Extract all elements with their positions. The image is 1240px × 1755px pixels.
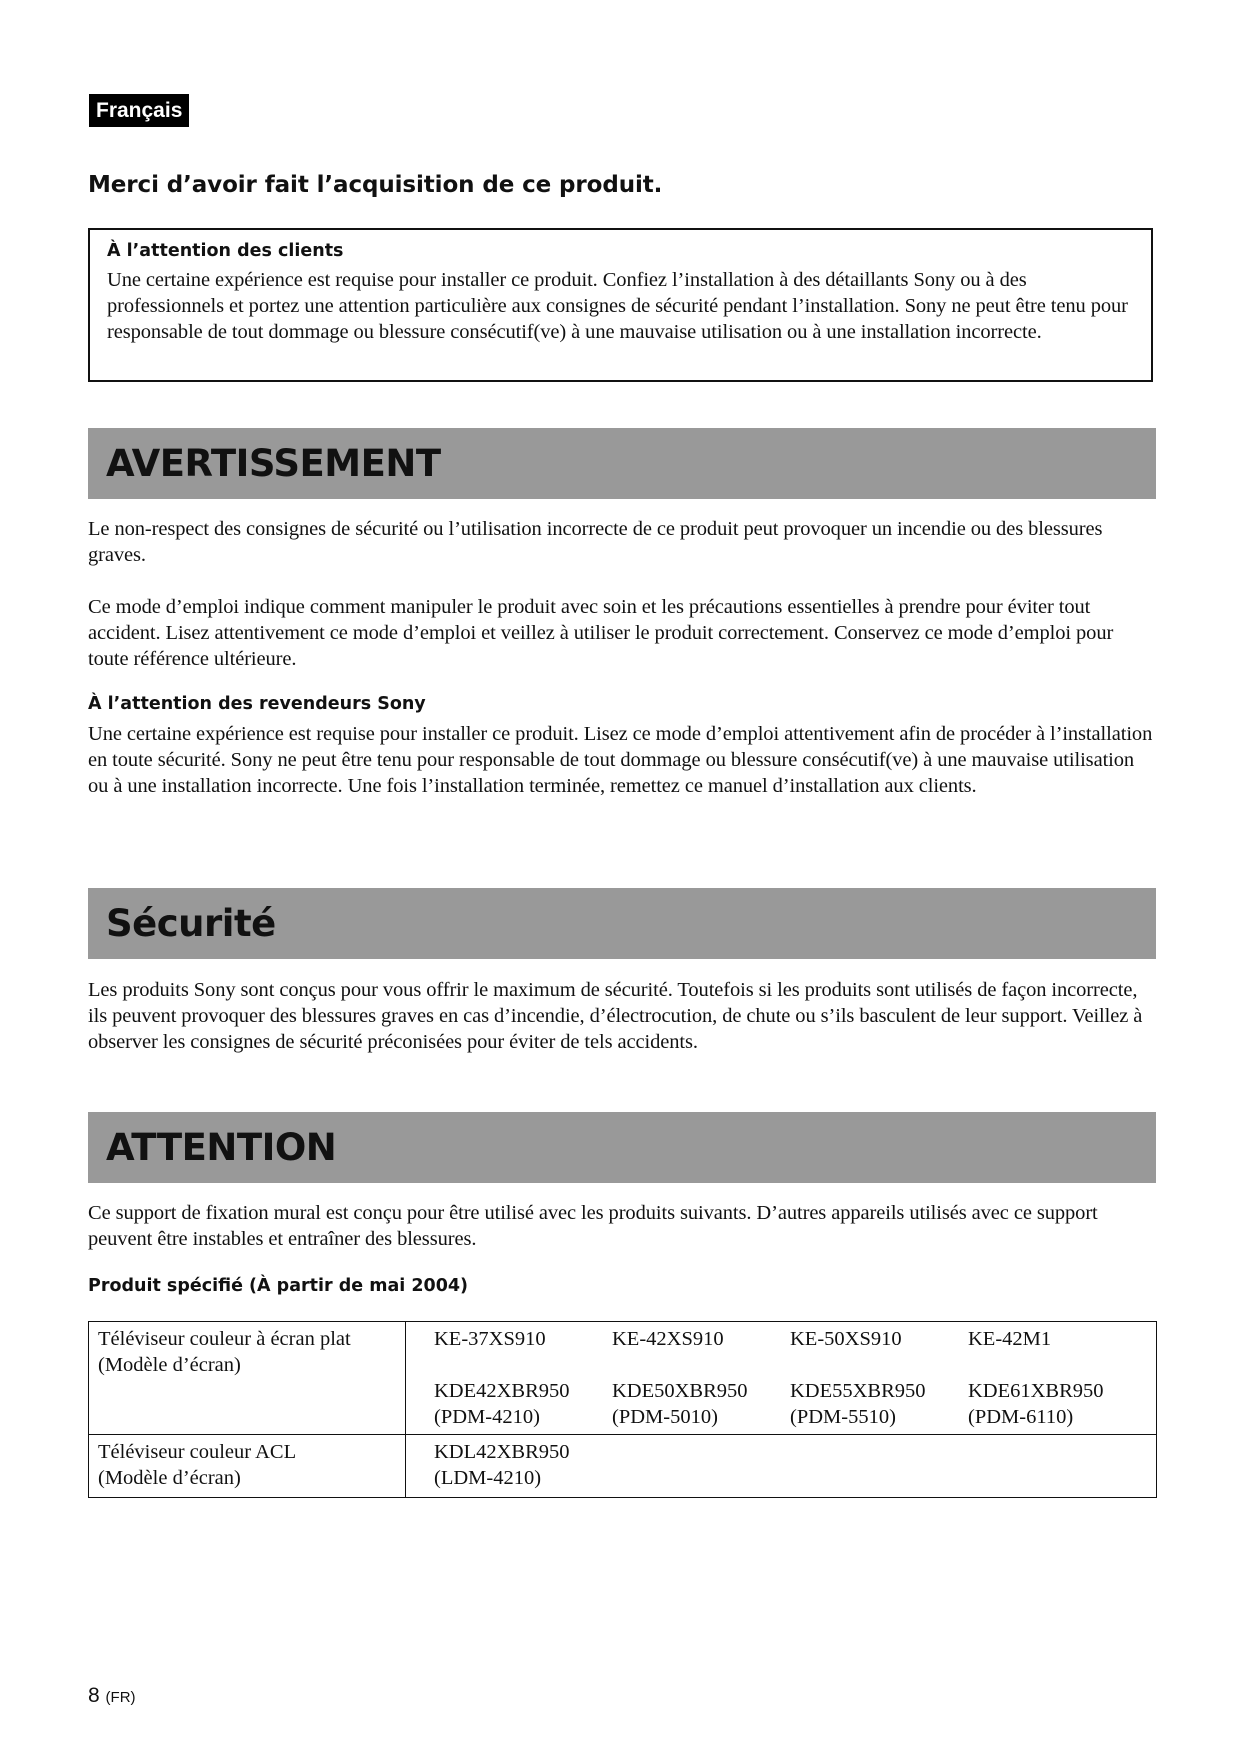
customer-notice-box [88,228,1153,382]
model-row [434,1439,1146,1491]
model-name: KDE42XBR950 [434,1380,570,1402]
page-number: 8 [88,1684,100,1707]
safety-text: Les produits Sony sont conçus pour vous offrir le maximum de sécurité. Toutefois si les produits sont utilisés de façon incorrecte, ils peuvent provoquer des blessures graves en cas d’incendie, d’électrocution, de chute ou s’ils basculent de leur support. Veillez à observer les consignes de sécurité préconisées pour éviter de tels accidents. [88,979,1143,1053]
language-tag: Français [89,94,189,127]
safety-section-title: Sécurité [88,888,1156,959]
caution-section-title: ATTENTION [88,1112,1156,1183]
table-cell-product-type [89,1322,406,1435]
page-language-suffix: (FR) [105,1689,136,1706]
table-cell-product-type [89,1435,406,1498]
model-name: KE-37XS910 [434,1328,546,1350]
model-name: KE-42M1 [968,1328,1052,1350]
model-entry [434,1378,612,1430]
model-entry [434,1439,612,1491]
model-name: KDE61XBR950 [968,1380,1104,1402]
caution-block [88,1200,1156,1298]
model-name: KDL42XBR950 [434,1441,570,1463]
safety-block [88,977,1156,1055]
table-row [89,1435,1157,1498]
product-type-line: Téléviseur couleur à écran plat [98,1328,351,1350]
screen-model: (PDM-5510) [790,1406,896,1428]
product-type-line: Téléviseur couleur ACL [98,1441,297,1463]
model-entry [968,1378,1146,1430]
model-name: KDE55XBR950 [790,1380,926,1402]
warning-paragraph-1: Le non-respect des consignes de sécurité ou l’utilisation incorrecte de ce produit peut provoquer un incendie ou des blessures graves. [88,518,1103,566]
model-entry [790,1378,968,1430]
intro-heading: Merci d’avoir fait l’acquisition de ce produit. [88,172,663,198]
screen-model: (PDM-4210) [434,1406,540,1428]
dealer-notice-text: Une certaine expérience est requise pour installer ce produit. Lisez ce mode d’emploi attentivement afin de procéder à l’installation en toute sécurité. Sony ne peut être tenu pour responsable de tout dommage ou blessure consécutif(ve) à une mauvaise utilisation ou à une installation incorrecte. Une fois l’installation terminée, remettez ce manuel d’installation aux clients. [88,723,1153,797]
product-type-line: (Modèle d’écran) [98,1467,241,1489]
screen-model: (LDM-4210) [434,1467,542,1489]
dealer-notice-title: À l’attention des revendeurs Sony [88,694,426,714]
manual-page [88,0,1158,1755]
caution-text: Ce support de fixation mural est conçu pour être utilisé avec les produits suivants. D’autres appareils utilisés avec ce support peuvent être instables et entraîner des blessures. [88,1202,1098,1250]
table-cell-models [406,1322,1157,1435]
screen-model: (PDM-5010) [612,1406,718,1428]
customer-notice-text: Une certaine expérience est requise pour installer ce produit. Confiez l’installation à des détaillants Sony ou à des professionnels et portez une attention particulière aux consignes de sécurité pendant l’installation. Sony ne peut être tenu pour responsable de tout dommage ou blessure consécutif(ve) à une mauvaise utilisation ou à une installation incorrecte. [107,269,1128,343]
model-entry [612,1378,790,1430]
model-name: KE-42XS910 [612,1328,724,1350]
warning-section-title: AVERTISSEMENT [88,428,1156,499]
product-table-title: Produit spécifié (À partir de mai 2004) [88,1276,469,1296]
screen-model: (PDM-6110) [968,1406,1074,1428]
customer-notice-title: À l’attention des clients [107,241,344,261]
model-row [434,1378,1146,1430]
product-table [88,1321,1157,1498]
warning-paragraph-2: Ce mode d’emploi indique comment manipuler le produit avec soin et les précautions essentielles à prendre pour éviter tout accident. Lisez attentivement ce mode d’emploi et veillez à utiliser le produit correctement. Conservez ce mode d’emploi pour toute référence ultérieure. [88,596,1114,670]
model-row [434,1326,1146,1352]
model-name: KE-50XS910 [790,1328,902,1350]
model-name: KDE50XBR950 [612,1380,748,1402]
table-row [89,1322,1157,1435]
page-footer [88,1684,136,1708]
table-cell-models [406,1435,1157,1498]
warning-block [88,516,1156,799]
product-type-line: (Modèle d’écran) [98,1354,241,1376]
